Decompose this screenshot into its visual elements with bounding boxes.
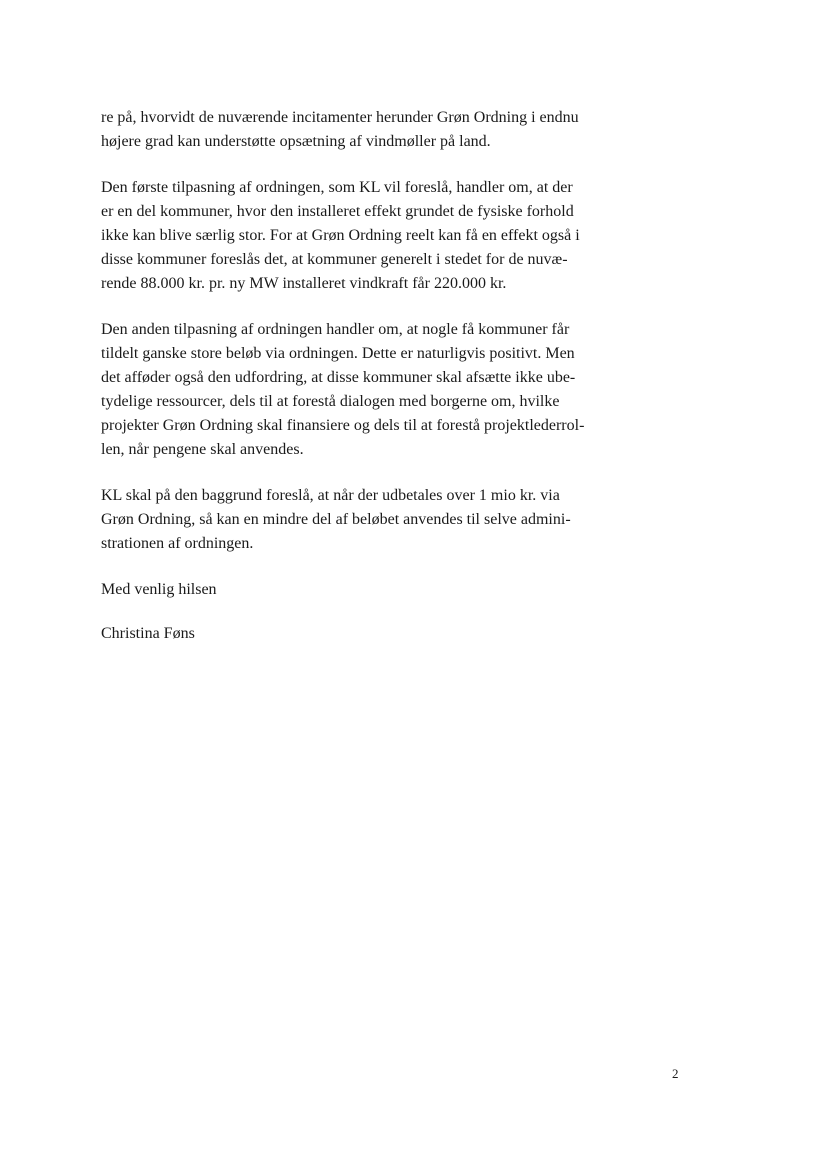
text-line: Den første tilpasning af ordningen, som KL vil foreslå, handler om, at der: [101, 179, 573, 196]
text-line: er en del kommuner, hvor den installeret effekt grundet de fysiske forhold: [101, 203, 574, 220]
signature-name: Christina Føns: [101, 625, 195, 642]
text-line: len, når pengene skal anvendes.: [101, 441, 304, 458]
paragraph-4: [101, 484, 621, 556]
text-line: ikke kan blive særlig stor. For at Grøn Ordning reelt kan få en effekt også i: [101, 227, 580, 244]
text-line: Grøn Ordning, så kan en mindre del af beløbet anvendes til selve admini-: [101, 511, 571, 528]
page-number: 2: [672, 1066, 679, 1081]
paragraph-2: [101, 176, 621, 296]
text-line: Den anden tilpasning af ordningen handler om, at nogle få kommuner får: [101, 321, 570, 338]
text-line: tildelt ganske store beløb via ordningen. Dette er naturligvis positivt. Men: [101, 345, 575, 362]
closing-salutation: Med venlig hilsen: [101, 581, 217, 598]
text-line: tydelige ressourcer, dels til at forestå dialogen med borgerne om, hvilke: [101, 393, 560, 410]
text-line: strationen af ordningen.: [101, 535, 254, 552]
text-line: KL skal på den baggrund foreslå, at når der udbetales over 1 mio kr. via: [101, 487, 560, 504]
paragraph-1: [101, 106, 621, 154]
paragraph-3: [101, 318, 621, 462]
text-line: disse kommuner foreslås det, at kommuner generelt i stedet for de nuvæ-: [101, 251, 568, 268]
letter-body: [101, 106, 621, 666]
text-line: rende 88.000 kr. pr. ny MW installeret vindkraft får 220.000 kr.: [101, 275, 507, 292]
text-line: projekter Grøn Ordning skal finansiere og dels til at forestå projektlederrol-: [101, 417, 585, 434]
text-line: højere grad kan understøtte opsætning af vindmøller på land.: [101, 133, 491, 150]
text-line: re på, hvorvidt de nuværende incitamenter herunder Grøn Ordning i endnu: [101, 109, 579, 126]
text-line: det afføder også den udfordring, at disse kommuner skal afsætte ikke ube-: [101, 369, 576, 386]
